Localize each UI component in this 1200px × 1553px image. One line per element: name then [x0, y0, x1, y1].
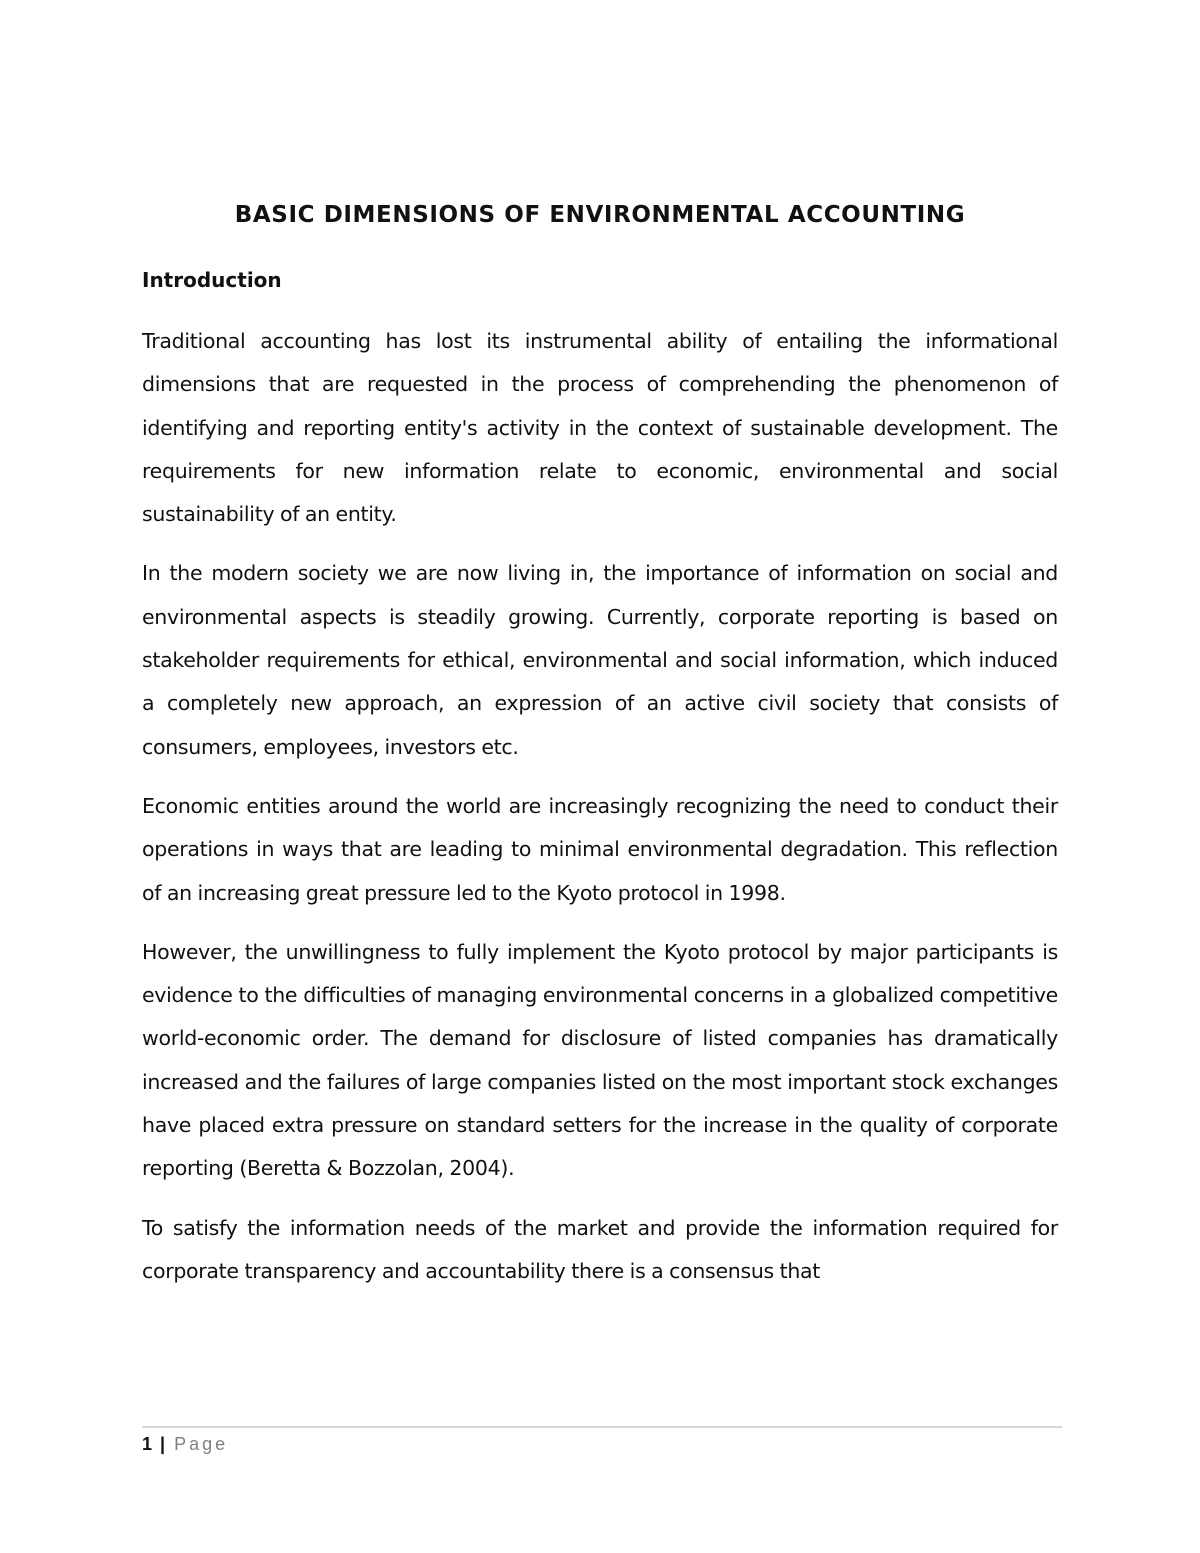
footer-divider — [142, 1426, 1062, 1428]
paragraph-2: In the modern society we are now living in, the importance of information on social and environmental aspects is steadily growing. Currently, corporate reporting is based on stakeholder requirements for ethical, environmental and social information, which induced a completely new approach, an expression of an active civil society that consists of consumers, employees, investors etc. — [142, 561, 1058, 759]
page-footer — [142, 1432, 228, 1456]
paragraph-4: However, the unwillingness to fully implement the Kyoto protocol by major participants is evidence to the difficulties of managing environmental concerns in a globalized competitive world-economic order. The demand for disclosure of listed companies has dramatically increased and the failures of large companies listed on the most important stock exchanges have placed extra pressure on standard setters for the increase in the quality of corporate reporting (Beretta & Bozzolan, 2004). — [142, 939, 1058, 1181]
page-label: Page — [174, 1434, 229, 1454]
page-number: 1 — [142, 1434, 153, 1454]
paragraph-1: Traditional accounting has lost its instrumental ability of entailing the informational dimensions that are requested in the process of comprehending the phenomenon of identifying and reporting entity's activity in the context of sustainable development. The requirements for new information relate to economic, environmental and social sustainability of an entity. — [142, 329, 1058, 527]
paragraph-5: To satisfy the information needs of the market and provide the information required for corporate transparency and accountability there is a consensus that — [142, 1215, 1058, 1283]
section-heading-introduction: Introduction — [142, 268, 282, 292]
paragraph-3: Economic entities around the world are increasingly recognizing the need to conduct their operations in ways that are leading to minimal environmental degradation. This reflection of an increasing great pressure led to the Kyoto protocol in 1998. — [142, 793, 1058, 905]
body-text — [142, 320, 1058, 1309]
document-title: BASIC DIMENSIONS OF ENVIRONMENTAL ACCOUNTING — [234, 202, 966, 228]
footer-separator: | — [160, 1434, 166, 1454]
